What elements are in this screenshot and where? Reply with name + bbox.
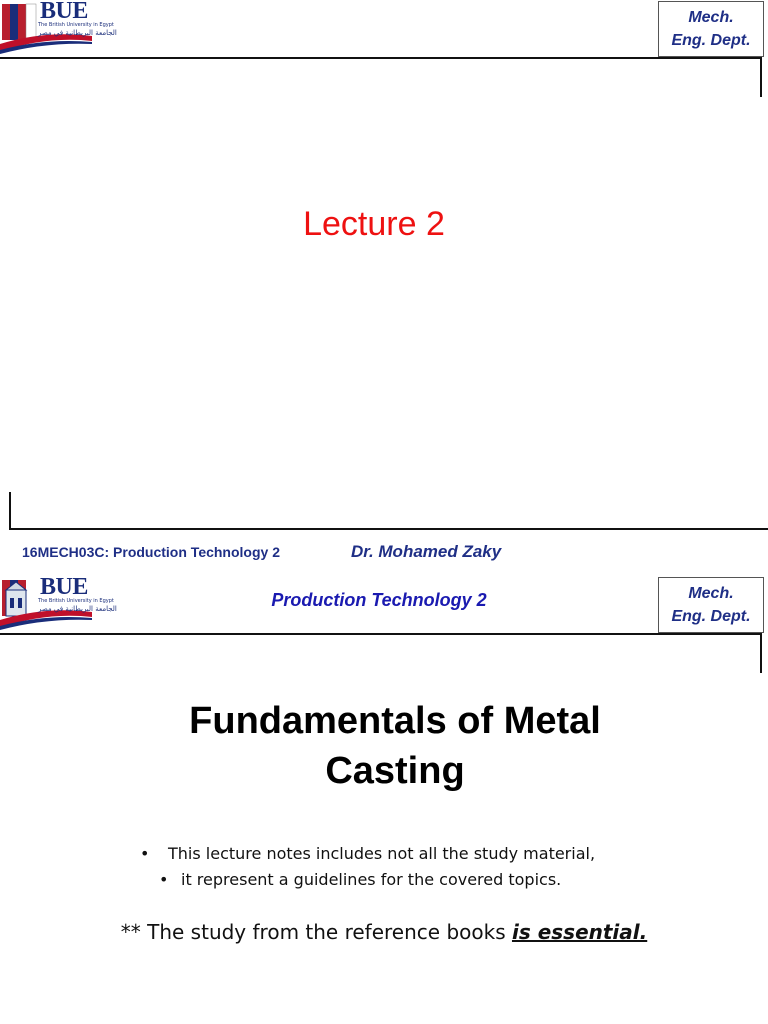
study-note xyxy=(0,920,768,944)
header-rule-end xyxy=(760,57,762,97)
dept-box xyxy=(658,1,764,57)
bue-logo xyxy=(0,0,117,54)
header-title: Production Technology 2 xyxy=(271,590,487,610)
bullet-text: it represent a guidelines for the covered topics. xyxy=(181,870,562,889)
slide-fundamentals xyxy=(0,576,768,1024)
logo-subtitle-ar: الجامعة البريطانية في مصر xyxy=(38,29,117,37)
logo-subtitle-en: The British University in Egypt xyxy=(38,598,114,604)
footer-rule-start xyxy=(9,492,11,530)
header-rule xyxy=(0,633,762,635)
logo-text: BUE xyxy=(40,0,88,24)
logo-subtitle-en: The British University in Egypt xyxy=(38,22,114,28)
bullet-icon: • xyxy=(159,870,169,889)
dept-line-2: Eng. Dept. xyxy=(671,608,751,625)
note-emphasis: is essential. xyxy=(511,920,648,944)
logo-text: BUE xyxy=(40,576,88,600)
footer-rule xyxy=(9,528,768,530)
logo-subtitle-ar: الجامعة البريطانية في مصر xyxy=(38,605,117,613)
main-title xyxy=(0,696,768,796)
bullet-icon: • xyxy=(140,844,150,863)
header-rule-end xyxy=(760,633,762,673)
bullet-text: This lecture notes includes not all the study material, xyxy=(168,844,596,863)
header-rule xyxy=(0,57,762,59)
lecture-title: Lecture 2 xyxy=(303,205,445,243)
main-title-line-2: Casting xyxy=(325,750,465,792)
course-code: 16MECH03C: Production Technology 2 xyxy=(22,544,280,560)
dept-line-1: Mech. xyxy=(688,9,734,26)
author-name: Dr. Mohamed Zaky xyxy=(351,542,502,561)
dept-box xyxy=(658,577,764,633)
main-title-line-1: Fundamentals of Metal xyxy=(189,700,601,742)
dept-line-1: Mech. xyxy=(688,585,734,602)
dept-line-2: Eng. Dept. xyxy=(671,32,751,49)
note-prefix: ** The study from the reference books xyxy=(120,920,512,944)
